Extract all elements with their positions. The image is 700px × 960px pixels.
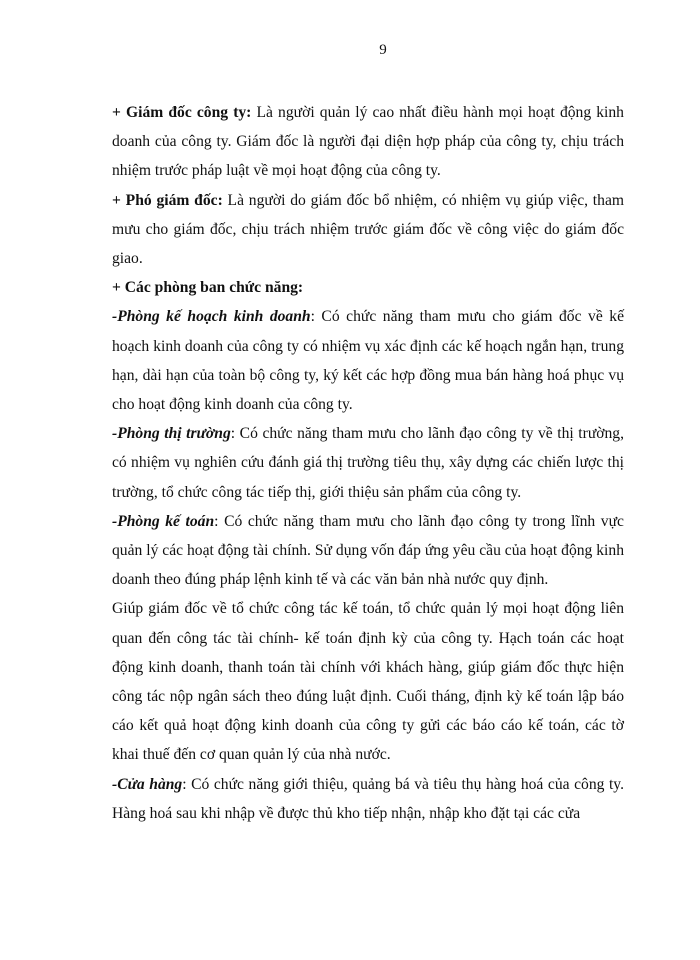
paragraph-text: Là người quản lý cao nhất điều hành mọi hoạt động kinh doanh của công ty. Giám đốc là người đại diện hợp pháp của công ty, chịu trách nhiệm trước pháp luật về mọi hoạt động của công ty. [112, 104, 624, 180]
paragraph-text: Là người do giám đốc bổ nhiệm, có nhiệm vụ giúp việc, tham mưu cho giám đốc, chịu trách nhiệm trước giám đốc về công việc do giám đốc giao. [112, 191, 624, 268]
paragraph-giam-doc [112, 98, 624, 186]
paragraph-ke-toan [112, 507, 624, 595]
paragraph-text: : Có chức năng tham mưu cho lãnh đạo công ty trong lĩnh vực quản lý các hoạt động tài chính. Sử dụng vốn đáp ứng yêu cầu của hoạt động kinh doanh theo đúng pháp lệnh kinh tế và các văn bản nhà nước quy định. [112, 512, 624, 589]
paragraph-text: : Có chức năng tham mưu cho giám đốc về kế hoạch kinh doanh của công ty có nhiệm vụ xác định các kế hoạch ngắn hạn, trung hạn, dài hạn của toàn bộ công ty, ký kết các hợp đồng mua bán hàng hoá phục vụ cho hoạt động kinh doanh của công ty. [112, 308, 624, 414]
paragraph-ke-toan-detail [112, 594, 624, 769]
paragraph-text: : Có chức năng tham mưu cho lãnh đạo công ty về thị trường, có nhiệm vụ nghiên cứu đánh giá thị trường tiêu thụ, xây dựng các chiến lược thị trường, tổ chức công tác tiếp thị, giới thiệu sản phẩm của công ty. [112, 425, 625, 501]
paragraph-pho-giam-doc [112, 186, 624, 274]
paragraph-label: + Các phòng ban chức năng: [112, 279, 304, 297]
page-number: 9 [379, 42, 387, 58]
paragraph-text: : Có chức năng giới thiệu, quảng bá và tiêu thụ hàng hoá của công ty. Hàng hoá sau khi nhập về được thủ kho tiếp nhận, nhập kho đặt tại các cửa [112, 775, 624, 822]
paragraph-label: -Phòng kế hoạch kinh doanh [112, 308, 311, 326]
paragraph-cua-hang [112, 770, 624, 828]
paragraph-label: + Giám đốc công ty: [112, 104, 252, 121]
paragraph-label: -Phòng thị trường [112, 425, 231, 443]
paragraph-label: -Cửa hàng [112, 775, 183, 793]
paragraph-label: -Phòng kế toán [112, 512, 215, 530]
paragraph-text: Giúp giám đốc về tổ chức công tác kế toán, tổ chức quản lý mọi hoạt động liên quan đến công tác tài chính- kế toán định kỳ của công ty. Hạch toán các hoạt động kinh doanh, thanh toán tài chính với khách hàng, giúp giám đốc thực hiện công tác nộp ngân sách theo đúng luật định. Cuối tháng, định kỳ kế toán lập báo cáo kết quả hoạt động kinh doanh của công ty gửi các báo cáo kế toán, các tờ khai thuế đến cơ quan quản lý của nhà nước. [112, 600, 624, 764]
paragraph-thi-truong [112, 419, 624, 507]
paragraph-ke-hoach-kinh-doanh [112, 302, 624, 419]
paragraph-label: + Phó giám đốc: [112, 191, 223, 209]
paragraph-phong-ban [112, 273, 624, 302]
